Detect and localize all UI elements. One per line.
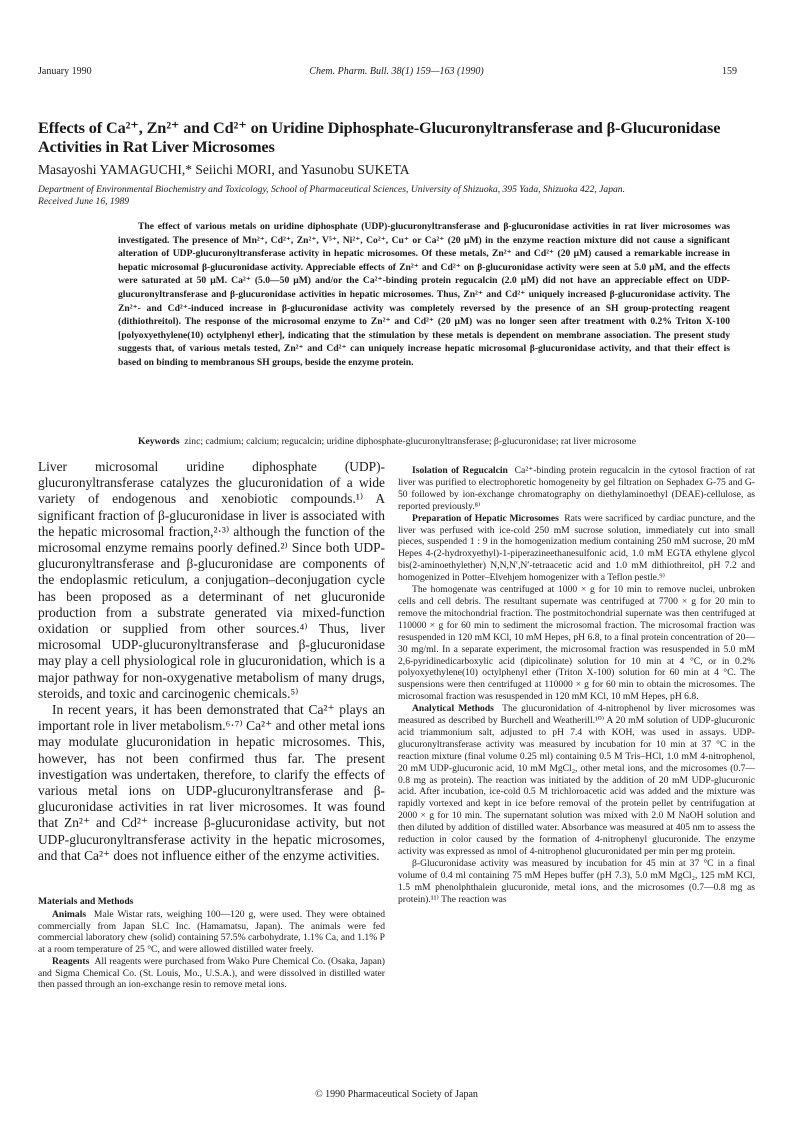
journal-citation: Chem. Pharm. Bull. 38(1) 159—163 (1990) [309, 66, 484, 77]
page-number: 159 [722, 66, 737, 77]
affiliation-block [38, 184, 756, 208]
affiliation: Department of Environmental Biochemistry and Toxicology, School of Pharmaceutical Sciences, University of Shizuoka, 395 Yada, Shizuoka 422, Japan. [38, 184, 626, 195]
intro-paragraph-2: In recent years, it has been demonstrated that Ca²⁺ plays an important role in liver metabolism.⁶·⁷⁾ Ca²⁺ and other metal ions may modulate glucuronidation in hepatic microsomes. This, however, has not been confirmed thus far. The present investigation was undertaken, therefore, to clarify the effects of various metal ions on UDP-glucuronyltransferase and β-glucuronidase activities in rat liver microsomes. It was found that Zn²⁺ and Cd²⁺ increase β-glucuronidase activity, but not UDP-glucuronyltransferase activity in the hepatic microsomes, and that Ca²⁺ does not influence either of the enzyme activities. [38, 702, 385, 863]
copyright-footer: © 1990 Pharmaceutical Society of Japan [315, 1089, 478, 1100]
animals-paragraph [38, 909, 385, 956]
analytical-paragraph [398, 703, 755, 858]
keywords-text: zinc; cadmium; calcium; regucalcin; uridine diphosphate-glucuronyltransferase; β-glucuronidase; rat liver microsome [184, 436, 637, 447]
animals-text: Male Wistar rats, weighing 100—120 g, were used. They were obtained commercially from Japan SLC Inc. (Hamamatsu, Japan). The animals were fed commercial laboratory chew (solid) containing 57.5% carbohydrate, 1.1% Ca, and 1.1% P at a room temperature of 25 °C, and were allowed distilled water freely. [38, 909, 385, 956]
title-line-1: Effects of Ca²⁺, Zn²⁺ and Cd²⁺ on Uridine Diphosphate-Glucuronyltransferase and β-Glucuronidase [38, 118, 721, 137]
microsomes-heading: Preparation of Hepatic Microsomes [412, 512, 559, 524]
introduction [38, 459, 385, 864]
keywords-label: Keywords [138, 436, 180, 447]
methods-heading: Materials and Methods [38, 896, 134, 908]
reagents-paragraph [38, 956, 385, 991]
analytical-heading: Analytical Methods [412, 703, 494, 715]
microsomes-paragraph [398, 513, 755, 584]
regucalcin-paragraph [398, 465, 755, 513]
regucalcin-heading: Isolation of Regucalcin [412, 465, 508, 476]
left-column [38, 459, 385, 991]
author-list: Masayoshi YAMAGUCHI,* Seiichi MORI, and Yasunobu SUKETA [38, 162, 410, 177]
intro-paragraph-1: Liver microsomal uridine diphosphate (UDP)-glucuronyltransferase catalyzes the glucuronidation of a wide variety of endogenous and xenobiotic compounds.¹⁾ A significant fraction of β-glucuronidase in liver is associated with the hepatic microsomal fraction,²·³⁾ although the function of the microsomal enzyme remains poorly defined.²⁾ Since both UDP-glucuronyltransferase and β-glucuronidase are components of the endoplasmic reticulum, a conjugation–deconjugation cycle has been proposed as a determinant of net glucuronide production from a substrate generated via mixed-function oxidation or supplied from other sources.⁴⁾ Thus, liver microsomal UDP-glucuronyltransferase and β-glucuronidase may play a cell physiological role in glucuronidation, which is a major pathway for non-oxygenative metabolism of many drugs, steroids, and toxic and carcinogenic chemicals.⁵⁾ [38, 459, 385, 701]
title-line-2: Activities in Rat Liver Microsomes [38, 137, 275, 156]
abstract: The effect of various metals on uridine diphosphate (UDP)-glucuronyltransferase and β-glucuronidase activities in rat liver microsomes was investigated. The presence of Mn²⁺, Cd²⁺, Zn²⁺, V⁵⁺, Ni²⁺, Co²⁺, Cu⁺ or Ca²⁺ (20 μM) in the enzyme reaction mixture did not cause a significant alteration of UDP-glucuronyltransferase activity in hepatic microsomes. Of these metals, Zn²⁺ and Cd²⁺ (20 μM) caused a remarkable increase in hepatic microsomal β-glucuronidase activity. Appreciable effects of Zn²⁺ and Cd²⁺ on β-glucuronidase activity were seen at 5.0 μM, and the effects were saturated at 50 μM. Ca²⁺ (5.0—50 μM) and/or the Ca²⁺-binding protein regucalcin (2.0 μM) did not have an appreciable effect on UDP-glucuronyltransferase and β-glucuronidase activities in hepatic microsomes. Thus, Zn²⁺ and Cd²⁺ uniquely increased β-glucuronidase activity. The Zn²⁺- and Cd²⁺-induced increase in β-glucuronidase activity was completely reversed by the presence of an SH group-protecting reagent (dithiothreitol). The response of the microsomal enzyme to Zn²⁺ and Cd²⁺ (20 μM) was no longer seen after treatment with 0.2% Triton X-100 [polyoxyethylene(10) octylphenyl ether], indicating that the stimulation by these metals is dependent on membrane association. The present study suggests that, of various metals tested, Zn²⁺ and Cd²⁺ can uniquely increase hepatic microsomal β-glucuronidase activity, and that their effect is based on binding to membranous SH groups, beside the enzyme protein. [118, 221, 730, 368]
analytical-text: The glucuronidation of 4-nitrophenol by liver microsomes was measured as described by Burchell and Weatherill.¹⁰⁾ A 20 mM solution of UDP-glucuronic acid triammonium salt, adjusted to pH 7.4 with KOH, was used in assays. UDP-glucuronyltransferase activity was measured by incubation for 10 min at 37 °C in the reaction mixture (final volume 0.25 ml) containing 0.5 M Tris–HCl, 1.0 mM 4-nitrophenol, 20 mM UDP-glucuronic acid, 10 mM MgCl₂, other metal ions, and the microsomes (0.7—0.8 mg as protein). The reaction was initiated by the addition of 20 mM UDP-glucuronic acid. After incubation, ice-cold 0.5 M trichloroacetic acid was added and the mixture was rapidly vortexed and kept in ice before removal of the protein pellet by centrifugation at 2000 × g for 10 min. The supernatant solution was mixed with 2.0 M NaOH solution and then diluted by addition of distilled water. Absorbance was measured at 405 nm to assess the reduction in color caused by the formation of 4-nitrophenyl glucuronide. The enzyme activity was expressed as nmol of 4-nitrophenol glucuronidated per min per mg protein. [398, 703, 756, 857]
animals-heading: Animals [52, 909, 87, 921]
issue-date: January 1990 [38, 66, 92, 77]
reagents-text: All reagents were purchased from Wako Pure Chemical Co. (Osaka, Japan) and Sigma Chemical Co. (St. Louis, Mo., U.S.A.), and were dissolved in distilled water then passed through an ion-exchange resin to remove metal ions. [38, 955, 386, 991]
homogenate-paragraph: The homogenate was centrifuged at 1000 × g for 10 min to remove nuclei, unbroken cells and cell debris. The resultant supernate was centrifuged at 7700 × g for 20 min to remove the mitochondrial fraction. The postmitochondrial supernate was then centrifuged at 110000 × g for 60 min to sediment the microsomal fraction. The microsomal fraction was resuspended in 120 mM KCl, 10 mM Hepes, pH 6.8, to a final protein concentration of 20—30 mg/ml. In a separate experiment, the microsomal fraction was resuspended in 5.0 mM 2,6-pyridinedicarboxylic acid (dipicolinate) solution for 10 min at 4 °C, or in 0.2% polyoxyethylene(10) octylphenyl ether (Triton X-100) solution for 60 min at 4 °C. The suspensions were then centrifuged at 110000 × g for 60 min to obtain the microsomes. The microsomal fraction was resuspended in 120 mM KCl, 10 mM Hepes, pH 6.8. [398, 584, 755, 703]
regucalcin-text: Ca²⁺-binding protein regucalcin in the cytosol fraction of rat liver was purified to electrophoretic homogeneity by gel filtration on Sephadex G-75 and G-50 followed by ion-exchange chromatography on diethylaminoethyl (DEAE)-cellulose, as reported previously.⁸⁾ [398, 465, 755, 512]
reagents-heading: Reagents [52, 955, 90, 967]
received-date: Received June 16, 1989 [38, 196, 130, 207]
glucuronidase-paragraph: β-Glucuronidase activity was measured by incubation for 45 min at 37 °C in a final volume of 0.4 ml containing 75 mM Hepes buffer (pH 7.3), 5.0 mM MgCl₂, 125 mM KCl, 1.5 mM phenolphthalein glucuronide, metal ions, and the microsomes (0.7—0.8 mg as protein).¹¹⁾ The reaction was [398, 857, 755, 905]
microsomes-text: Rats were sacrificed by cardiac puncture, and the liver was perfused with ice-cold 250 mM sucrose solution, immediately cut into small pieces, suspended 1 : 9 in the homogenization medium containing 250 mM sucrose, 20 mM Hepes 4-(2-hydroxyethyl)-1-piperazineethanesulfonic acid, 1.0 mM EGTA ethylene glycol bis(2-aminoethylether) N,N,N′,N′-tetraacetic acid and 1.0 mM dithiothreitol, pH 7.2 and homogenized in Potter–Elvehjem homogenizer with a Teflon pestle.⁹⁾ [398, 512, 756, 584]
running-header [38, 66, 755, 80]
keywords [118, 436, 730, 449]
right-column [398, 465, 755, 906]
article-title [38, 118, 753, 156]
